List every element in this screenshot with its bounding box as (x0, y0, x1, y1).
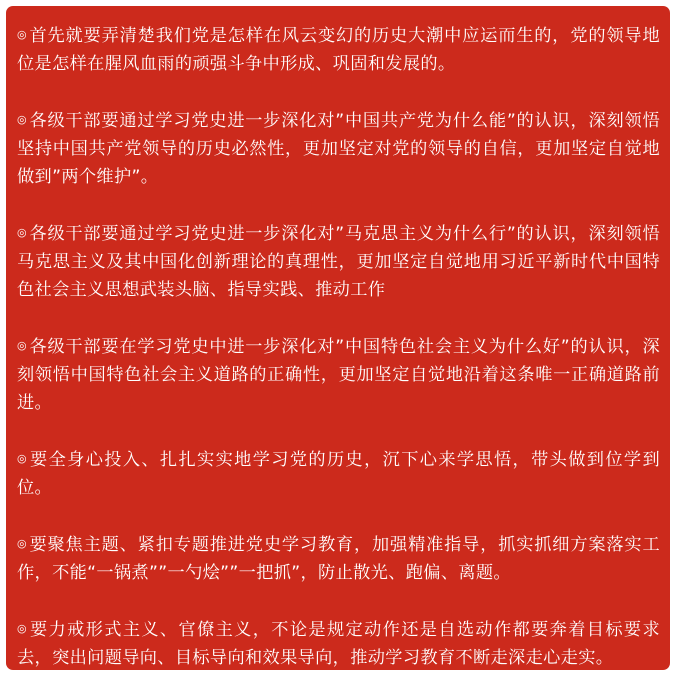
bullet-icon: ◎ (17, 452, 27, 465)
bullet-icon: ◎ (17, 28, 27, 41)
paragraph-text: 首先就要弄清楚我们党是怎样在风云变幻的历史大潮中应运而生的，党的领导地位是怎样在腥风血雨的顽强斗争中形成、巩固和发展的。 (17, 26, 660, 74)
paragraph-6 (17, 530, 660, 587)
paragraph-3 (17, 219, 660, 304)
bullet-icon: ◎ (17, 226, 27, 239)
paragraph-text: 各级干部要通过学习党史进一步深化对”马克思主义为什么行”的认识，深刻领悟马克思主义及其中国化创新理论的真理性，更加坚定自觉地用习近平新时代中国特色社会主义思想武装头脑、指导实践、推动工作 (17, 224, 660, 300)
bullet-icon: ◎ (17, 537, 27, 550)
paragraph-7 (17, 615, 660, 672)
content-card (6, 6, 670, 670)
paragraph-2 (17, 106, 660, 191)
paragraph-text: 要聚焦主题、紧扣专题推进党史学习教育，加强精准指导，抓实抓细方案落实工作，不能“一锅煮””一勺烩””一把抓”，防止散光、跑偏、离题。 (17, 535, 660, 583)
paragraph-text: 要全身心投入、扎扎实实地学习党的历史，沉下心来学思悟，带头做到位学到位。 (17, 450, 660, 498)
paragraph-4 (17, 332, 660, 417)
bullet-icon: ◎ (17, 339, 27, 352)
bullet-icon: ◎ (17, 622, 27, 635)
paragraph-text: 各级干部要在学习党史中进一步深化对”中国特色社会主义为什么好”的认识，深刻领悟中国特色社会主义道路的正确性，更加坚定自觉地沿着这条唯一正确道路前进。 (17, 337, 660, 413)
paragraph-text: 要力戒形式主义、官僚主义，不论是规定动作还是自选动作都要奔着目标要求去，突出问题导向、目标导向和效果导向，推动学习教育不断走深走心走实。 (17, 620, 660, 668)
paragraph-1 (17, 21, 660, 78)
paragraph-text: 各级干部要通过学习党史进一步深化对”中国共产党为什么能”的认识，深刻领悟坚持中国共产党领导的历史必然性，更加坚定对党的领导的自信，更加坚定自觉地做到”两个维护”。 (17, 111, 660, 187)
bullet-icon: ◎ (17, 113, 27, 126)
paragraph-5 (17, 445, 660, 502)
